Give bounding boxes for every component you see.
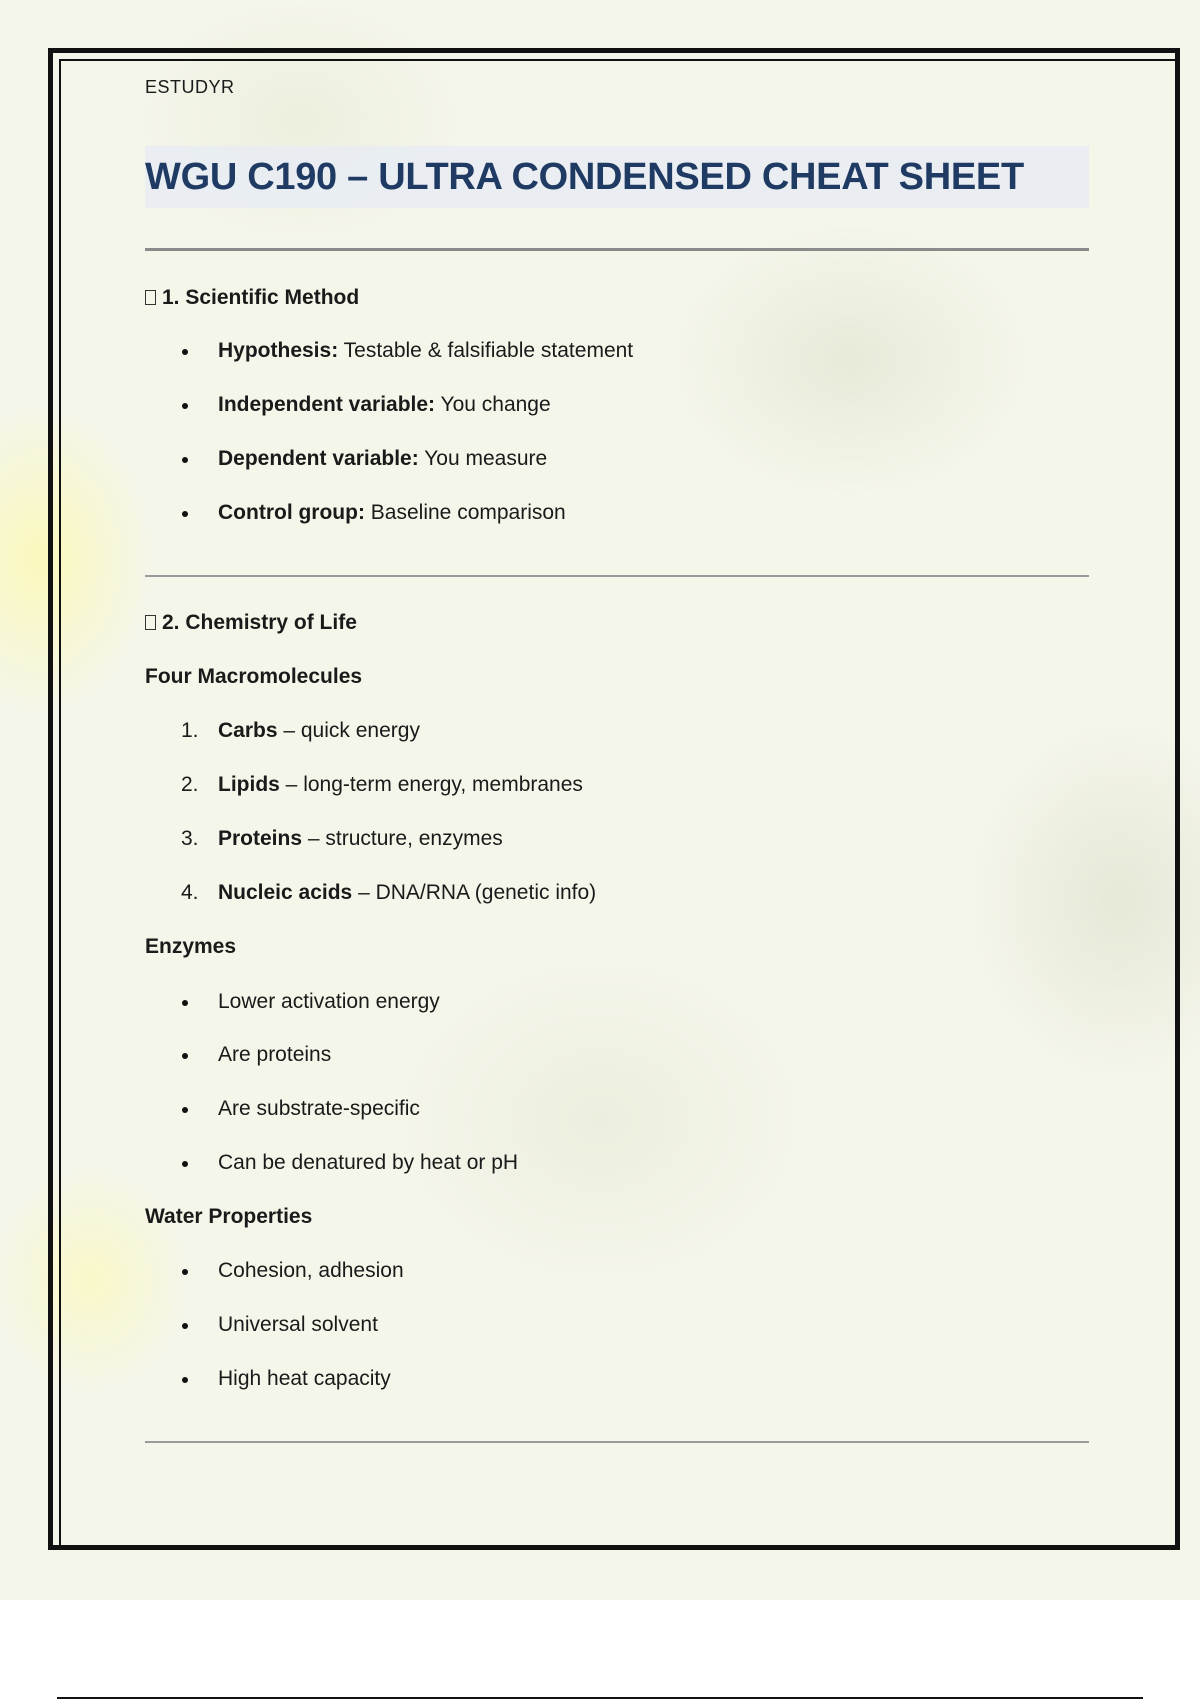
list-item — [145, 824, 1089, 854]
term: Hypothesis: — [218, 339, 339, 362]
definition: Baseline comparison — [364, 501, 566, 524]
title-banner — [145, 146, 1089, 208]
item-text: Cohesion, adhesion — [218, 1259, 404, 1282]
term: Proteins — [218, 827, 303, 850]
bullet-icon — [182, 349, 188, 355]
list-item — [145, 1310, 1089, 1340]
section-heading-text: 2. Chemistry of Life — [162, 611, 357, 634]
section-scientific-method — [145, 283, 1089, 528]
list-item — [145, 987, 1089, 1017]
missing-glyph-icon — [145, 290, 156, 305]
list-item — [145, 1256, 1089, 1286]
brand-label: ESTUDYR — [145, 77, 235, 97]
definition: – long-term energy, membranes — [279, 773, 583, 796]
macromolecules-list — [145, 716, 1089, 908]
definition: – quick energy — [277, 719, 420, 742]
missing-glyph-icon — [145, 615, 156, 630]
bullet-icon — [182, 1377, 188, 1383]
list-item — [145, 390, 1089, 420]
definition: – structure, enzymes — [302, 827, 503, 850]
list-item — [145, 878, 1089, 908]
definition: You change — [435, 393, 551, 416]
term: Carbs — [218, 719, 278, 742]
enzymes-list — [145, 987, 1089, 1178]
document-content — [145, 72, 1089, 1443]
term: Nucleic acids — [218, 881, 353, 904]
bullet-icon — [182, 1000, 188, 1006]
bullet-icon — [182, 1053, 188, 1059]
term: Dependent variable: — [218, 447, 419, 470]
section-divider — [145, 575, 1089, 577]
section-divider — [145, 1441, 1089, 1443]
water-properties-list — [145, 1256, 1089, 1394]
page-title: WGU C190 – ULTRA CONDENSED CHEAT SHEET — [145, 155, 1024, 198]
list-item — [145, 716, 1089, 746]
list-item — [145, 498, 1089, 528]
item-text: Universal solvent — [218, 1313, 378, 1336]
section-heading — [145, 283, 1089, 313]
list-item — [145, 1364, 1089, 1394]
item-text: High heat capacity — [218, 1367, 391, 1390]
list-item — [145, 770, 1089, 800]
definition: You measure — [418, 447, 548, 470]
bullet-icon — [182, 403, 188, 409]
list-item — [145, 1148, 1089, 1178]
bullet-icon — [182, 457, 188, 463]
bullet-icon — [182, 1161, 188, 1167]
section-chemistry-of-life — [145, 608, 1089, 1394]
list-item — [145, 336, 1089, 366]
scientific-method-list — [145, 336, 1089, 528]
item-number: 4. — [181, 881, 199, 904]
term: Independent variable: — [218, 393, 436, 416]
definition: – DNA/RNA (genetic info) — [352, 881, 597, 904]
bullet-icon — [182, 1107, 188, 1113]
section-heading-text: 1. Scientific Method — [162, 286, 360, 309]
list-item — [145, 1040, 1089, 1070]
subheading-water-properties: Water Properties — [145, 1205, 313, 1228]
bullet-icon — [182, 1323, 188, 1329]
term: Lipids — [218, 773, 280, 796]
list-item — [145, 444, 1089, 474]
title-divider — [145, 248, 1089, 251]
definition: Testable & falsifiable statement — [338, 339, 634, 362]
section-heading — [145, 608, 1089, 638]
subheading-enzymes: Enzymes — [145, 935, 237, 958]
subheading-macromolecules: Four Macromolecules — [145, 665, 363, 688]
item-text: Lower activation energy — [218, 990, 440, 1013]
item-number: 3. — [181, 827, 199, 850]
bullet-icon — [182, 511, 188, 517]
item-number: 2. — [181, 773, 199, 796]
item-text: Can be denatured by heat or pH — [218, 1151, 519, 1174]
bullet-icon — [182, 1269, 188, 1275]
list-item — [145, 1094, 1089, 1124]
item-text: Are substrate-specific — [218, 1097, 420, 1120]
footer-line — [57, 1697, 1143, 1699]
item-number: 1. — [181, 719, 199, 742]
item-text: Are proteins — [218, 1043, 332, 1066]
term: Control group: — [218, 501, 365, 524]
